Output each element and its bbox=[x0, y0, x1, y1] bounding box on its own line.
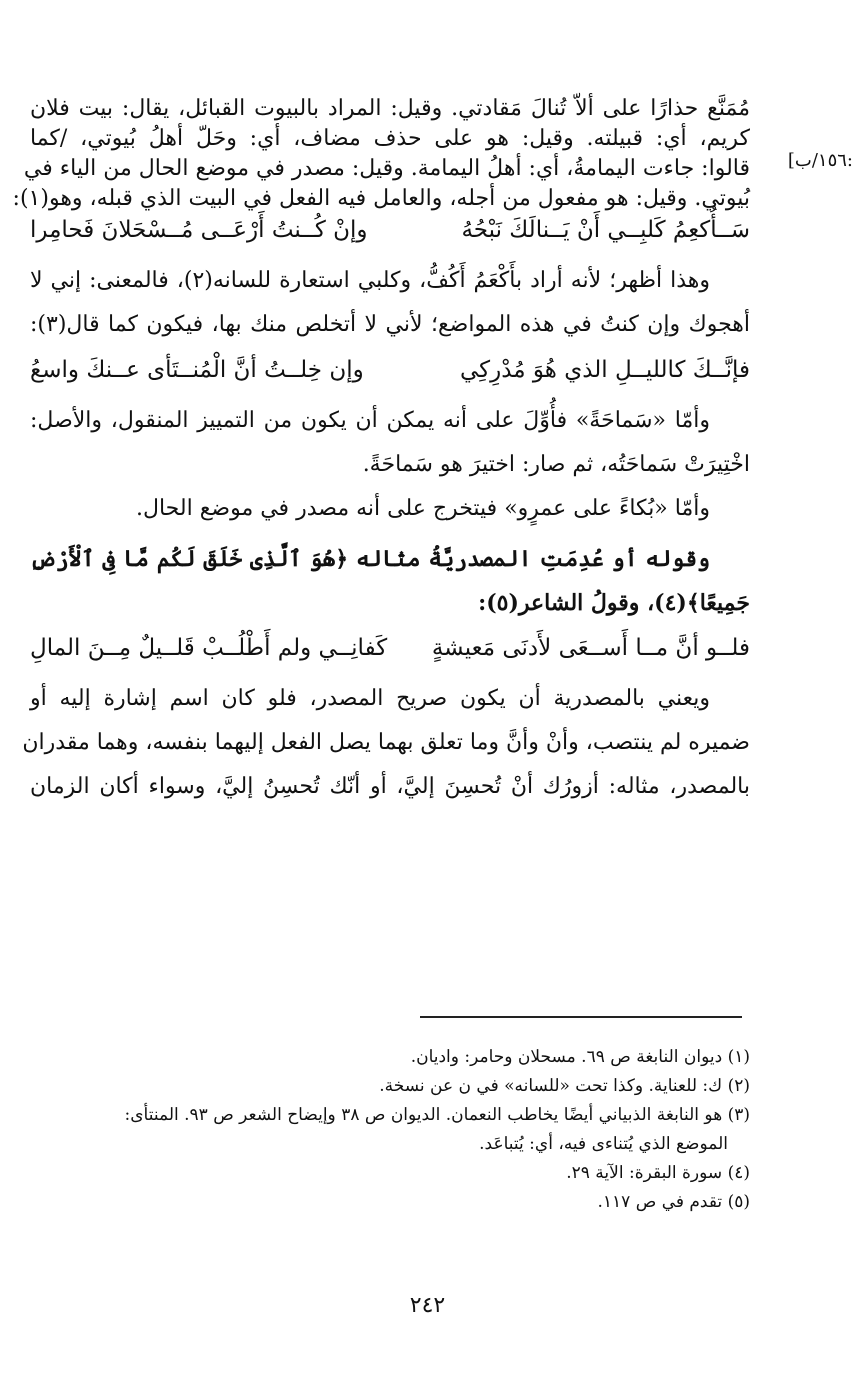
verse-first-hemistich: فإنَّــكَ كالليــلِ الذي هُوَ مُدْرِكِي bbox=[459, 357, 750, 383]
text-line: جَمِيعًا﴾(٤)، وقولُ الشاعر(٥): bbox=[478, 590, 750, 616]
footnotes bbox=[30, 1043, 750, 1217]
text-line: بالمصدر، مثاله: أزورُك أنْ تُحسِنَ إليَّ، أو أنّك تُحسِنُ إليَّ، وسواء أكان الزمان bbox=[30, 774, 750, 799]
text-line: كريم، أي: قبيلته. وقيل: هو على حذف مضاف، أي: وحَلّ أهلُ بُيوتي، /كما bbox=[30, 126, 750, 151]
text-line: وأمّا «بُكاءً على عمرٍو» فيتخرج على أنه مصدر في موضع الحال. bbox=[136, 496, 710, 521]
poetry-verse bbox=[30, 214, 750, 246]
text-line: وأمّا «سَماحَةً» فأُوِّلَ على أنه يمكن أن يكون من التمييز المنقول، والأصل: bbox=[30, 408, 710, 433]
footnote: (٥) تقدم في ص ١١٧. bbox=[597, 1192, 750, 1212]
manuscript-folio-marker: :١٥٦/ب] bbox=[787, 150, 853, 171]
text-line: ضميره لم ينتصب، وأنْ وأنَّ وما تعلق بهما يصل الفعل إليهما بنفسه، وهما مقدران bbox=[22, 730, 750, 755]
poetry-verse bbox=[30, 632, 750, 664]
text-line: ويعني بالمصدرية أن يكون صريح المصدر، فلو كان اسم إشارة إليه أو bbox=[30, 686, 710, 711]
footnote-separator bbox=[420, 1016, 742, 1018]
text-line: وقوله أو عُدِمَتِ المصدريَّةُ مثاله ﴿هُوَ ٱلَّذِى خَلَقَ لَكُم مَّا فِى ٱلْأَرْضِ bbox=[30, 546, 710, 572]
footnote: (٣) هو النابغة الذبياني أيضًا يخاطب النعمان. الديوان ص ٣٨ وإيضاح الشعر ص ٩٣. المنتأى: bbox=[124, 1105, 750, 1125]
text-line: وهذا أظهر؛ لأنه أراد بأَكْعَمُ أَكُفُّ، وكلبي استعارة للسانه(٢)، فالمعنى: إني لا bbox=[30, 268, 710, 293]
text-line: بُيوتي. وقيل: هو مفعول من أجله، والعامل فيه الفعل في البيت الذي قبله، وهو(١): bbox=[12, 186, 750, 211]
text-line: مُمَنَّع حذارًا على ألاّ تُنالَ مَقادتي. وقيل: المراد بالبيوت القبائل، يقال: بيت فلان bbox=[30, 96, 750, 121]
footnote-continuation: الموضع الذي يُتناءى فيه، أي: يُتباعَد. bbox=[479, 1134, 728, 1154]
verse-second-hemistich: وإنْ كُــنتُ أَرْعَــى مُــسْحَلانَ فَحامِرا bbox=[30, 217, 368, 243]
footnote: (٤) سورة البقرة: الآية ٢٩. bbox=[566, 1163, 750, 1183]
page-number: ٢٤٢ bbox=[409, 1293, 446, 1318]
footnote: (٢) ك: للعناية. وكذا تحت «للسانه» في ن عن نسخة. bbox=[379, 1076, 750, 1096]
verse-first-hemistich: فلــو أنَّ مــا أَســعَى لأَدنَى مَعيشةٍ bbox=[431, 635, 750, 661]
poetry-verse bbox=[30, 354, 750, 386]
text-line: أهجوك وإن كنتُ في هذه المواضع؛ لأني لا أتخلص منك بها، فيكون كما قال(٣): bbox=[30, 312, 750, 337]
text-line: قالوا: جاءت اليمامةُ، أي: أهلُ اليمامة. وقيل: مصدر في موضع الحال من الياء في bbox=[23, 156, 750, 181]
verse-first-hemistich: سَــأُكعِمُ كَلبِــي أَنْ يَــنالَكَ نَبْحُهُ bbox=[461, 217, 750, 243]
verse-second-hemistich: وإن خِلــتُ أنَّ الْمُنــتَأى عــنكَ واسعُ bbox=[30, 357, 364, 383]
verse-second-hemistich: كَفانِــي ولم أَطْلُــبْ قَلــيلٌ مِــنَ المالِ bbox=[30, 635, 388, 661]
text-line: اخْتِيرَتْ سَماحَتُه، ثم صار: اختيرَ هو سَماحَةً. bbox=[362, 452, 750, 477]
footnote: (١) ديوان النابغة ص ٦٩. مسحلان وحامر: واديان. bbox=[410, 1047, 750, 1067]
main-text bbox=[12, 94, 750, 802]
